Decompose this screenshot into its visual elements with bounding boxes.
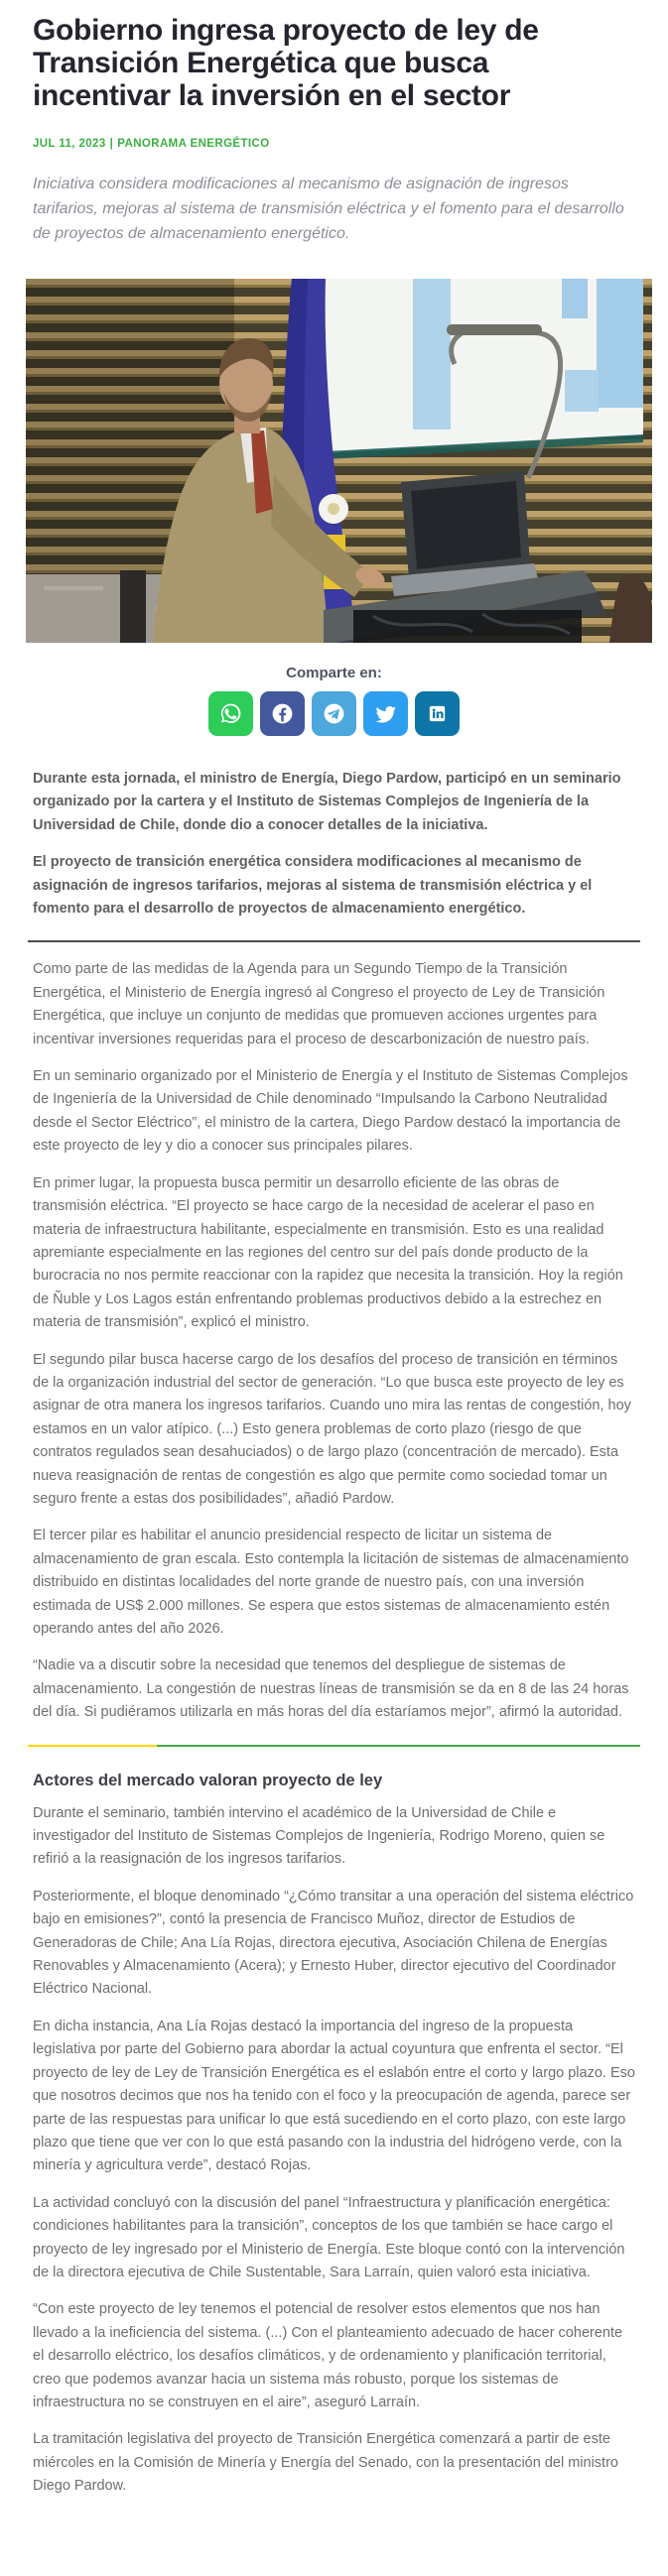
article-intro [33,768,635,920]
body-paragraph: Posteriormente, el bloque denominado “¿Cómo transitar a una operación del sistema eléctrico bajo en emisiones?”, contó la presencia de Francisco Muñoz, director de Estudios de Generadoras de Chile; Ana Lía Rojas, directora ejecutiva, Asociación Chilena de Energías Renovables y Almacenamiento (Acera); y Ernesto Huber, director ejecutivo del Coordinador Eléctrico Nacional. [33,1888,634,1998]
article-lede: Iniciativa considera modificaciones al mecanismo de asignación de ingresos tarifarios, mejoras al sistema de transmisión eléctrica y el fomento para el desarrollo de proyectos de almacenamiento energético. [33,176,624,242]
article-body [33,958,635,1724]
body-paragraph: En primer lugar, la propuesta busca permitir un desarrollo eficiente de las obras de transmisión eléctrica. “El proyecto se hace cargo de la necesidad de acelerar el paso en materia de infraestructura habilitante, especialmente en transmisión. Esto es una realidad apremiante especialmente en las regiones del centro sur del país donde producto de la burocracia no nos permite reaccionar con la rapidez que necesita la transición. Hoy la región de Ñuble y Los Lagos están enfrentando problemas productivos debido a la estrechez en materia de transmisión”, explicó el ministro. [33,1174,623,1331]
share-whatsapp-button[interactable] [208,691,253,736]
intro-paragraph: El proyecto de transición energética considera modificaciones al mecanismo de asignación de ingresos tarifarios, mejoras al sistema de transmisión eléctrica y el fomento para el desarrollo de proyectos de almacenamiento energético. [33,854,593,918]
accent-divider [28,1745,640,1747]
share-buttons [33,691,635,736]
whatsapp-icon [217,700,244,727]
body-paragraph: La tramitación legislativa del proyecto de Transición Energética comenzará a partir de este miércoles en la Comisión de Minería y Energía del Senado, con la presentación del ministro Diego Pardow. [33,2431,618,2495]
article-date: JUL 11, 2023 [33,138,106,150]
share-telegram-button[interactable] [312,691,356,736]
body-paragraph: “Con este proyecto de ley tenemos el potencial de resolver estos elementos que nos han llevado a la ineficiencia del sistema. (...) Con el planteamiento adecuado de hacer coherente el desarrollo eléctrico, los desafíos climáticos, y de ordenamiento y planificación territorial, creo que podemos avanzar hacia un sistema más robusto, porque los sistemas de infraestructura no se construyen en el aire”, aseguró Larraín. [33,2301,623,2410]
meta-separator: | [109,138,114,150]
share-twitter-button[interactable] [363,691,408,736]
seminar-photo-illustration [26,279,652,643]
body-paragraph: Como parte de las medidas de la Agenda para un Segundo Tiempo de la Transición Energética, el Ministerio de Energía ingresó al Congreso el proyecto de Ley de Transición Energética, que incluye un conjunto de medidas que promueven acciones urgentes para incentivar inversiones requeridas para el proceso de descarbonización de nuestro país. [33,961,605,1047]
divider-yellow-segment [28,1745,157,1747]
article-photo [26,279,652,643]
article-category-link[interactable]: PANORAMA ENERGÉTICO [117,138,270,150]
body-paragraph: La actividad concluyó con la discusión del panel “Infraestructura y planificación energética: condiciones habilitantes para la transición”, conceptos de los que también se hace cargo el proyecto de ley ingresado por el Ministerio de Energía. Este bloque contó con la intervención de la directora ejecutiva de Chile Sustentable, Sara Larraín, quien valoró esta iniciativa. [33,2194,625,2280]
facebook-icon [269,700,296,727]
page-bottom-spacer [33,2499,635,2524]
share-linkedin-button[interactable] [415,691,460,736]
linkedin-icon [424,700,451,727]
body-paragraph: El segundo pilar busca hacerse cargo de los desafíos del proceso de transición en términos de la organización industrial del sector de generación. “Lo que busca este proyecto de ley es asignar de otra manera los ingresos tarifarios. Cuando uno mira las rentas de congestión, hoy estamos en un valor atípico. (...) Esto genera problemas de corto plazo (riesgo de que contratos regulados sean desahuciados) o de largo plazo (concentración de mercado). Esta nueva reasignación de rentas de congestión es algo que permite como sociedad tomar un seguro frente a estas dos posibilidades”, añadió Pardow. [33,1351,631,1507]
body-paragraph: Durante el seminario, también intervino el académico de la Universidad de Chile e investigador del Instituto de Sistemas Complejos de Ingeniería, Rodrigo Moreno, quien se refirió a la reasignación de los ingresos tarifarios. [33,1804,605,1868]
body-paragraph: El tercer pilar es habilitar el anuncio presidencial respecto de licitar un sistema de almacenamiento de gran escala. Esto contempla la licitación de sistemas de almacenamiento distribuido en distintas localidades del norte grande de nuestro país, con una inversión estimada de US$ 2.000 millones. Se espera que estos sistemas de almacenamiento estén operando antes del año 2026. [33,1528,629,1637]
article-section-body [33,1802,635,2499]
share-facebook-button[interactable] [260,691,305,736]
section-divider [28,940,640,942]
body-paragraph: En dicha instancia, Ana Lía Rojas destacó la importancia del ingreso de la propuesta legislativa por parte del Gobierno para abordar la actual coyuntura que enfrenta el sector. “El proyecto de ley de Ley de Transición Energética es el eslabón entre el corto y largo plazo. Eso que nosotros decimos que nos ha tenido con el foco y la preocupación de agenda, parece ser parte de las respuestas para unificar lo que está sucediendo en el corto plazo, con este largo plazo que tiene que ver con lo que está pasando con la industria del hidrógeno verde, con la minería y agricultura verde”, destacó Rojas. [33,2018,635,2174]
article-meta [33,137,635,151]
body-paragraph: En un seminario organizado por el Ministerio de Energía y el Instituto de Sistemas Complejos de Ingeniería de la Universidad de Chile denominado “Impulsando la Carbono Neutralidad desde el Sector Eléctrico”, el ministro de la cartera, Diego Pardow destacó la importancia de este proyecto de ley y dio a conocer sus principales pilares. [33,1068,628,1155]
divider-green-segment [157,1745,640,1747]
telegram-icon [321,700,347,727]
body-paragraph: “Nadie va a discutir sobre la necesidad que tenemos del despliegue de sistemas de almacenamiento. La congestión de nuestras líneas de transmisión se da en 8 de las 24 horas del día. Si pudiéramos utilizarla en más horas del día estaríamos mejor”, afirmó la autoridad. [33,1657,629,1721]
share-label: Comparte en: [286,665,382,681]
intro-paragraph: Durante esta jornada, el ministro de Energía, Diego Pardow, participó en un seminario organizado por la cartera y el Instituto de Sistemas Complejos de Ingeniería de la Universidad de Chile, donde dio a conocer detalles de la iniciativa. [33,771,621,833]
article-page [0,14,668,2524]
page-title: Gobierno ingresa proyecto de ley de Transición Energética que busca incentivar la inversión en el sector [33,14,539,112]
section-heading: Actores del mercado valoran proyecto de ley [33,1771,383,1789]
twitter-icon [372,700,399,727]
